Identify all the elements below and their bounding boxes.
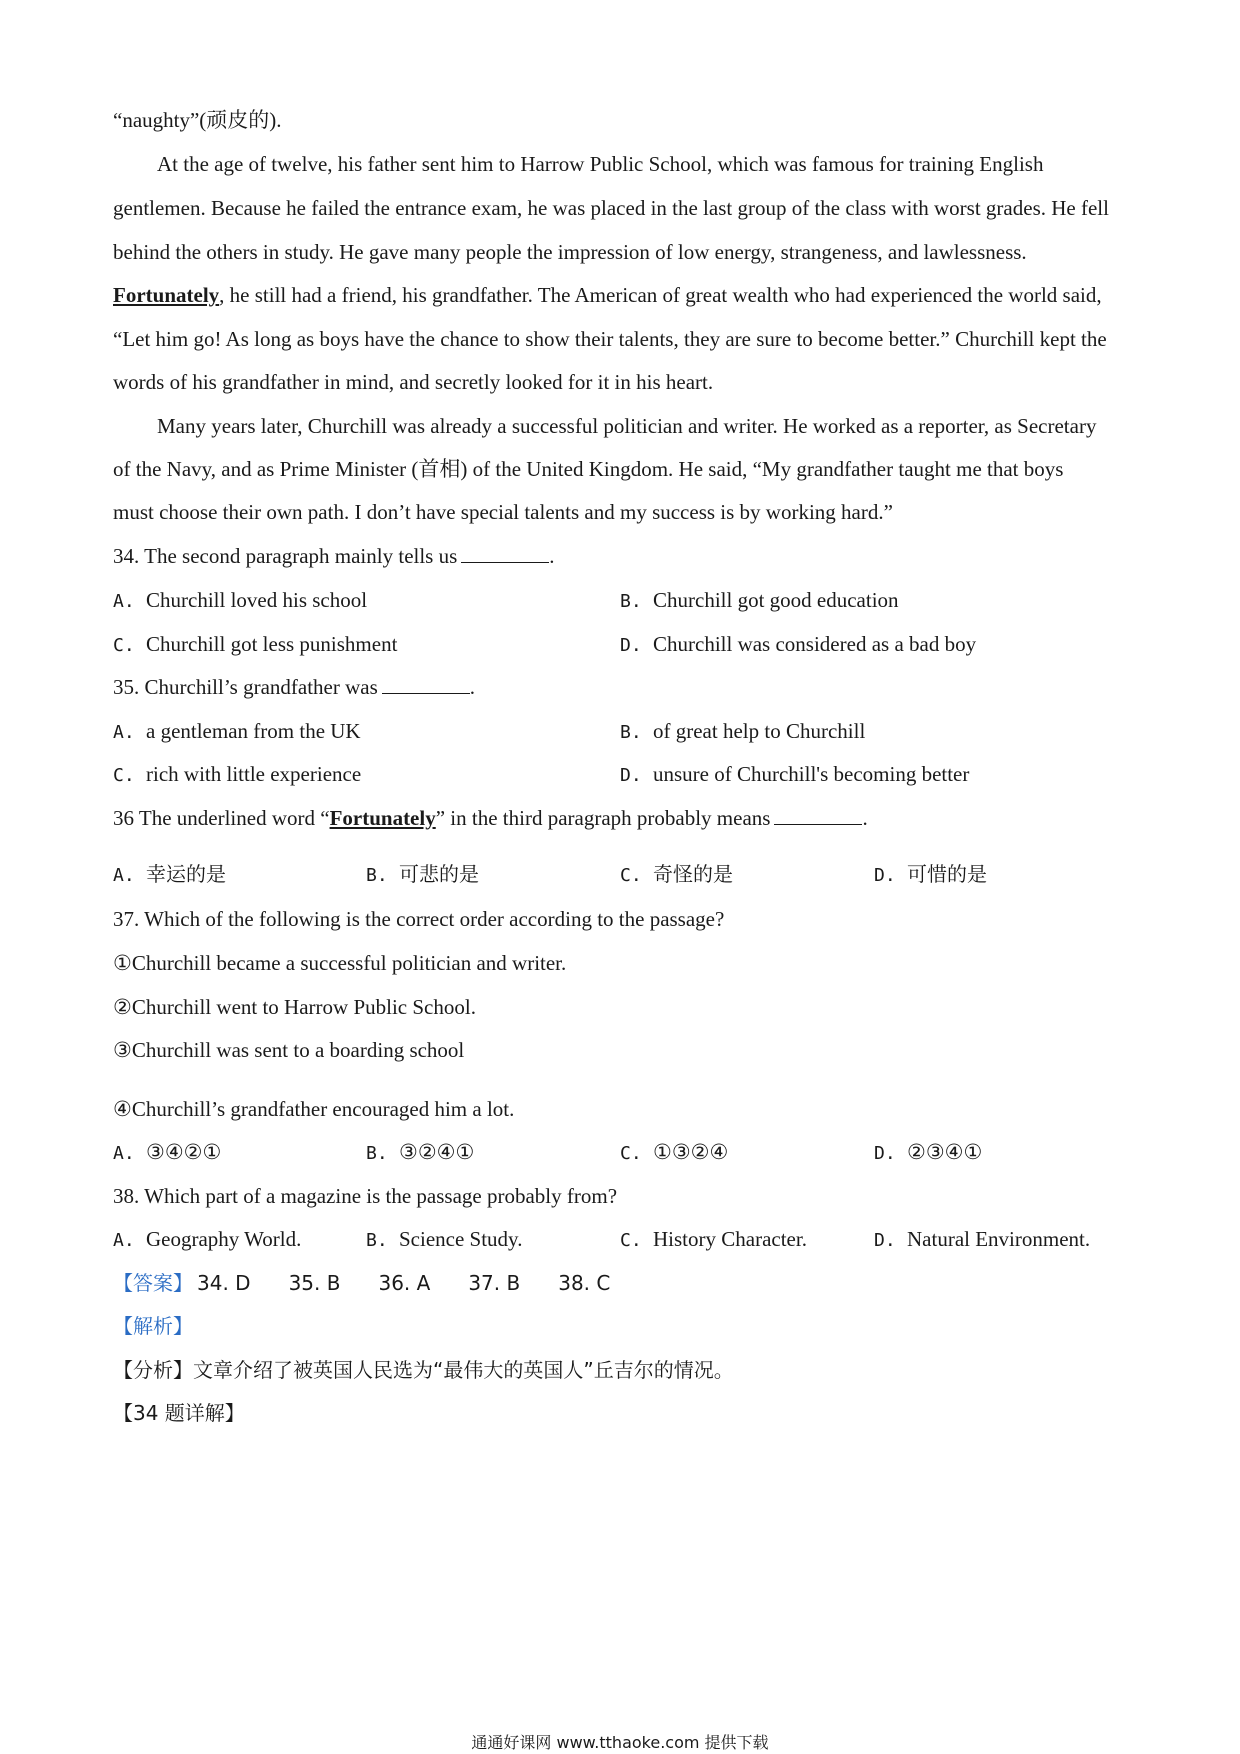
passage-line: must choose their own path. I don’t have special talents and my success is by working hard.”: [113, 500, 893, 524]
option-text: Churchill loved his school: [146, 588, 368, 612]
option-letter: A.: [113, 722, 135, 743]
option-letter: C.: [620, 1143, 642, 1164]
option-text: ②③④①: [907, 1140, 983, 1164]
option-38-b[interactable]: [366, 1225, 522, 1255]
order-item: ②Churchill went to Harrow Public School.: [113, 995, 476, 1019]
question-34-stem: [113, 542, 555, 570]
answer-value: 38. C: [558, 1271, 611, 1295]
option-37-b[interactable]: [366, 1138, 474, 1168]
option-38-d[interactable]: [874, 1225, 1090, 1255]
option-letter: D.: [874, 1143, 896, 1164]
order-item: ①Churchill became a successful politician and writer.: [113, 951, 567, 975]
option-34-a[interactable]: [113, 586, 367, 616]
question-end: .: [549, 544, 555, 568]
option-letter: C.: [113, 765, 135, 786]
option-text: Geography World.: [146, 1227, 302, 1251]
answer-blank: [774, 804, 862, 825]
option-38-a[interactable]: [113, 1225, 301, 1255]
option-letter: B.: [620, 722, 642, 743]
option-35-b[interactable]: [620, 717, 865, 747]
option-35-d[interactable]: [620, 760, 969, 790]
passage-line: of the Navy, and as Prime Minister (首相) of the United Kingdom. He said, “My grandfather taught me that boys: [113, 457, 1064, 481]
underlined-word: Fortunately: [329, 806, 436, 830]
answer-value: 35. B: [288, 1271, 341, 1295]
passage-line: words of his grandfather in mind, and secretly looked for it in his heart.: [113, 370, 714, 394]
answer-value: 37. B: [468, 1271, 521, 1295]
option-text: History Character.: [653, 1227, 807, 1251]
option-letter: D.: [620, 635, 642, 656]
option-text: Churchill got less punishment: [146, 632, 398, 656]
option-letter: C.: [620, 865, 642, 886]
option-34-b[interactable]: [620, 586, 899, 616]
option-37-c[interactable]: [620, 1138, 728, 1168]
answer-blank: [382, 673, 470, 694]
option-35-a[interactable]: [113, 717, 361, 747]
analysis-summary: 【分析】文章介绍了被英国人民选为“最伟大的英国人”丘吉尔的情况。: [113, 1358, 734, 1382]
page-footer: 通通好课网 www.tthaoke.com 提供下载: [471, 1733, 769, 1752]
answer-value: 34. D: [197, 1271, 251, 1295]
answer-blank: [461, 542, 549, 563]
option-letter: A.: [113, 591, 135, 612]
option-text: 可悲的是: [399, 862, 479, 886]
analysis-label: 【解析】: [113, 1314, 193, 1338]
option-36-c[interactable]: [620, 860, 733, 890]
detail-heading: 【34 题详解】: [113, 1401, 245, 1425]
option-text: ①③②④: [653, 1140, 729, 1164]
option-letter: C.: [113, 635, 135, 656]
question-text: ” in the third paragraph probably means: [435, 806, 771, 830]
option-38-c[interactable]: [620, 1225, 807, 1255]
option-37-d[interactable]: [874, 1138, 982, 1168]
question-text: 34. The second paragraph mainly tells us: [113, 544, 458, 568]
option-letter: C.: [620, 1230, 642, 1251]
question-text: 36 The underlined word “: [113, 806, 330, 830]
option-text: ③④②①: [146, 1140, 222, 1164]
option-36-d[interactable]: [874, 860, 987, 890]
option-text: of great help to Churchill: [653, 719, 866, 743]
option-letter: D.: [874, 865, 896, 886]
option-letter: D.: [874, 1230, 896, 1251]
option-letter: A.: [113, 1143, 135, 1164]
answer-key: [113, 1269, 610, 1297]
answer-value: 36. A: [378, 1271, 431, 1295]
passage-line: gentlemen. Because he failed the entrance exam, he was placed in the last group of the class with worst grades. He fell: [113, 196, 1109, 220]
option-34-d[interactable]: [620, 630, 976, 660]
passage-line: “Let him go! As long as boys have the chance to show their talents, they are sure to become better.” Churchill kept the: [113, 327, 1107, 351]
question-36-stem: [113, 804, 868, 832]
option-text: a gentleman from the UK: [146, 719, 361, 743]
question-37-stem: 37. Which of the following is the correct order according to the passage?: [113, 907, 725, 931]
underlined-word: Fortunately: [113, 283, 220, 307]
passage-line: [113, 281, 1102, 309]
option-text: 可惜的是: [907, 862, 987, 886]
option-36-a[interactable]: [113, 860, 226, 890]
option-35-c[interactable]: [113, 760, 361, 790]
option-text: Science Study.: [399, 1227, 523, 1251]
order-item: ④Churchill’s grandfather encouraged him a lot.: [113, 1097, 515, 1121]
option-letter: A.: [113, 865, 135, 886]
option-letter: B.: [366, 865, 388, 886]
question-end: .: [862, 806, 868, 830]
option-text: 奇怪的是: [653, 862, 733, 886]
option-letter: B.: [366, 1143, 388, 1164]
passage-text: , he still had a friend, his grandfather. The American of great wealth who had experienced the world said,: [219, 283, 1102, 307]
answer-label: 【答案】: [113, 1271, 193, 1295]
option-text: Natural Environment.: [907, 1227, 1091, 1251]
option-text: ③②④①: [399, 1140, 475, 1164]
option-37-a[interactable]: [113, 1138, 221, 1168]
option-letter: D.: [620, 765, 642, 786]
option-text: 幸运的是: [146, 862, 226, 886]
question-end: .: [469, 675, 476, 699]
option-text: Churchill was considered as a bad boy: [653, 632, 977, 656]
question-35-stem: [113, 673, 475, 701]
option-34-c[interactable]: [113, 630, 397, 660]
option-36-b[interactable]: [366, 860, 479, 890]
passage-line: Many years later, Churchill was already a successful politician and writer. He worked as a reporter, as Secretary: [157, 414, 1097, 438]
option-text: unsure of Churchill's becoming better: [653, 762, 970, 786]
passage-line: behind the others in study. He gave many people the impression of low energy, strangeness, and lawlessness.: [113, 240, 1027, 264]
analysis-heading: [113, 1312, 193, 1340]
option-letter: A.: [113, 1230, 135, 1251]
passage-line: “naughty”(顽皮的).: [113, 108, 282, 132]
question-38-stem: 38. Which part of a magazine is the passage probably from?: [113, 1184, 618, 1208]
question-text: 35. Churchill’s grandfather was: [113, 675, 378, 699]
option-text: Churchill got good education: [653, 588, 899, 612]
option-text: rich with little experience: [146, 762, 362, 786]
passage-line: At the age of twelve, his father sent him to Harrow Public School, which was famous for training English: [157, 152, 1044, 176]
option-letter: B.: [620, 591, 642, 612]
option-letter: B.: [366, 1230, 388, 1251]
order-item: ③Churchill was sent to a boarding school: [113, 1038, 465, 1062]
